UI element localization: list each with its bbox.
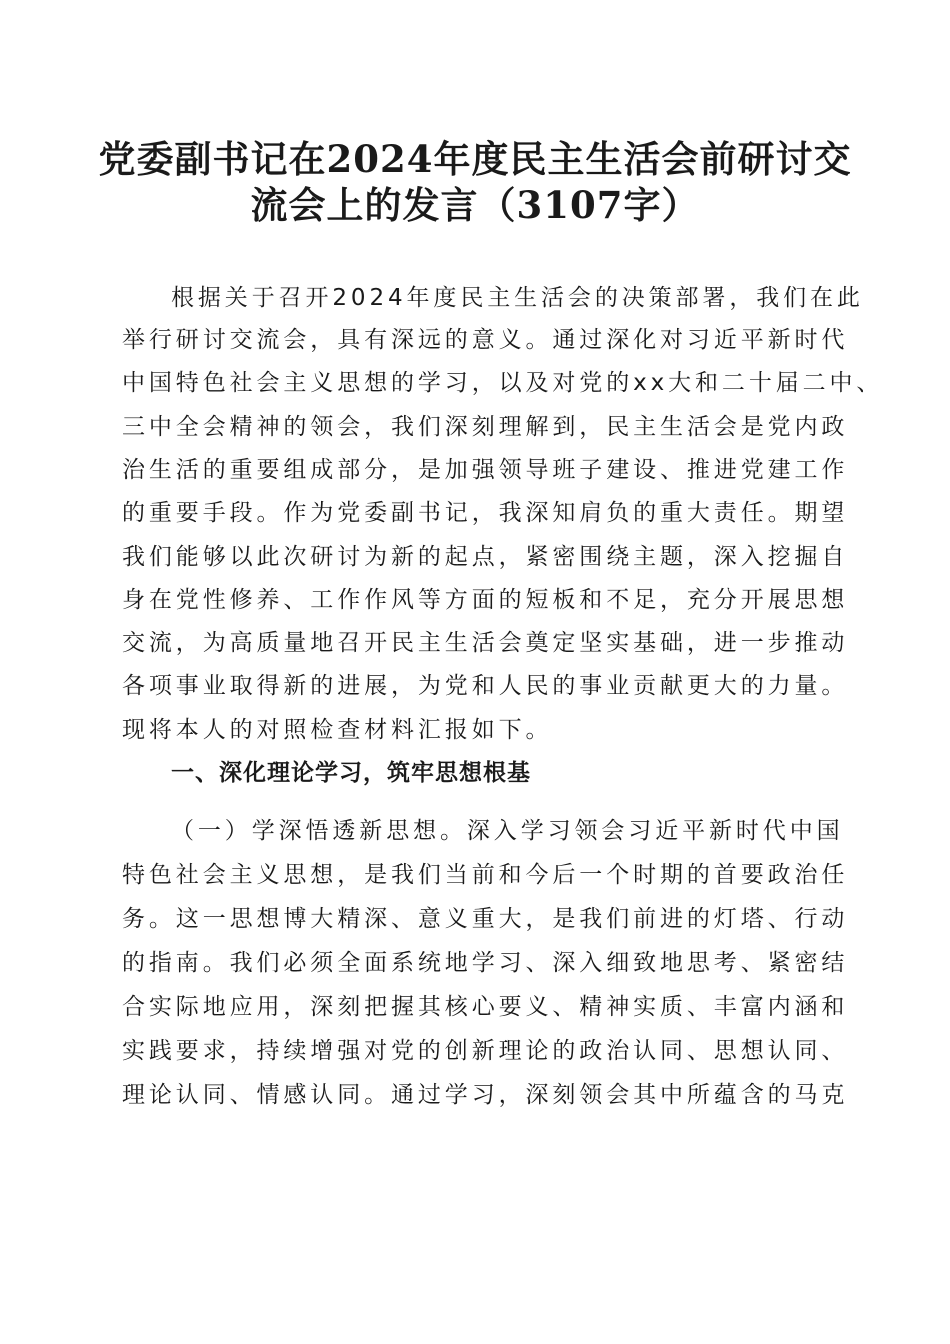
intro-line: 治生活的重要组成部分，是加强领导班子建设、推进党建工作 xyxy=(122,457,849,483)
paragraph-line: 实践要求，持续增强对党的创新理论的政治认同、思想认同、 xyxy=(122,1038,849,1064)
intro-line: 我们能够以此次研讨为新的起点，紧密围绕主题，深入挖掘自 xyxy=(122,544,849,570)
paragraph-line: （一）学深悟透新思想。深入学习领会习近平新时代中国 xyxy=(171,818,844,844)
intro-line: 中国特色社会主义思想的学习，以及对党的xx大和二十届二中、 xyxy=(122,370,884,396)
intro-line: 交流，为高质量地召开民主生活会奠定坚实基础，进一步推动 xyxy=(122,630,849,656)
document-title-line-1: 党委副书记在2024年度民主生活会前研讨交 xyxy=(98,137,852,181)
section-heading: 一、深化理论学习，筑牢思想根基 xyxy=(171,760,531,786)
paragraph-line: 合实际地应用，深刻把握其核心要义、精神实质、丰富内涵和 xyxy=(122,994,849,1020)
paragraph-line: 的指南。我们必须全面系统地学习、深入细致地思考、紧密结 xyxy=(122,950,849,976)
intro-line: 的重要手段。作为党委副书记，我深知肩负的重大责任。期望 xyxy=(122,500,849,526)
intro-line: 三中全会精神的领会，我们深刻理解到，民主生活会是党内政 xyxy=(122,414,849,440)
document-title-line-2: 流会上的发言（3107字） xyxy=(250,183,700,227)
paragraph-line: 特色社会主义思想，是我们当前和今后一个时期的首要政治任 xyxy=(122,862,849,888)
intro-line: 举行研讨交流会，具有深远的意义。通过深化对习近平新时代 xyxy=(122,327,849,353)
paragraph-line: 理论认同、情感认同。通过学习，深刻领会其中所蕴含的马克 xyxy=(122,1082,849,1108)
intro-line: 根据关于召开2024年度民主生活会的决策部署，我们在此 xyxy=(171,285,864,311)
intro-line: 身在党性修养、工作作风等方面的短板和不足，充分开展思想 xyxy=(122,587,849,613)
intro-line: 各项事业取得新的进展，为党和人民的事业贡献更大的力量。 xyxy=(122,673,849,699)
intro-line: 现将本人的对照检查材料汇报如下。 xyxy=(122,717,553,743)
paragraph-line: 务。这一思想博大精深、意义重大，是我们前进的灯塔、行动 xyxy=(122,906,849,932)
